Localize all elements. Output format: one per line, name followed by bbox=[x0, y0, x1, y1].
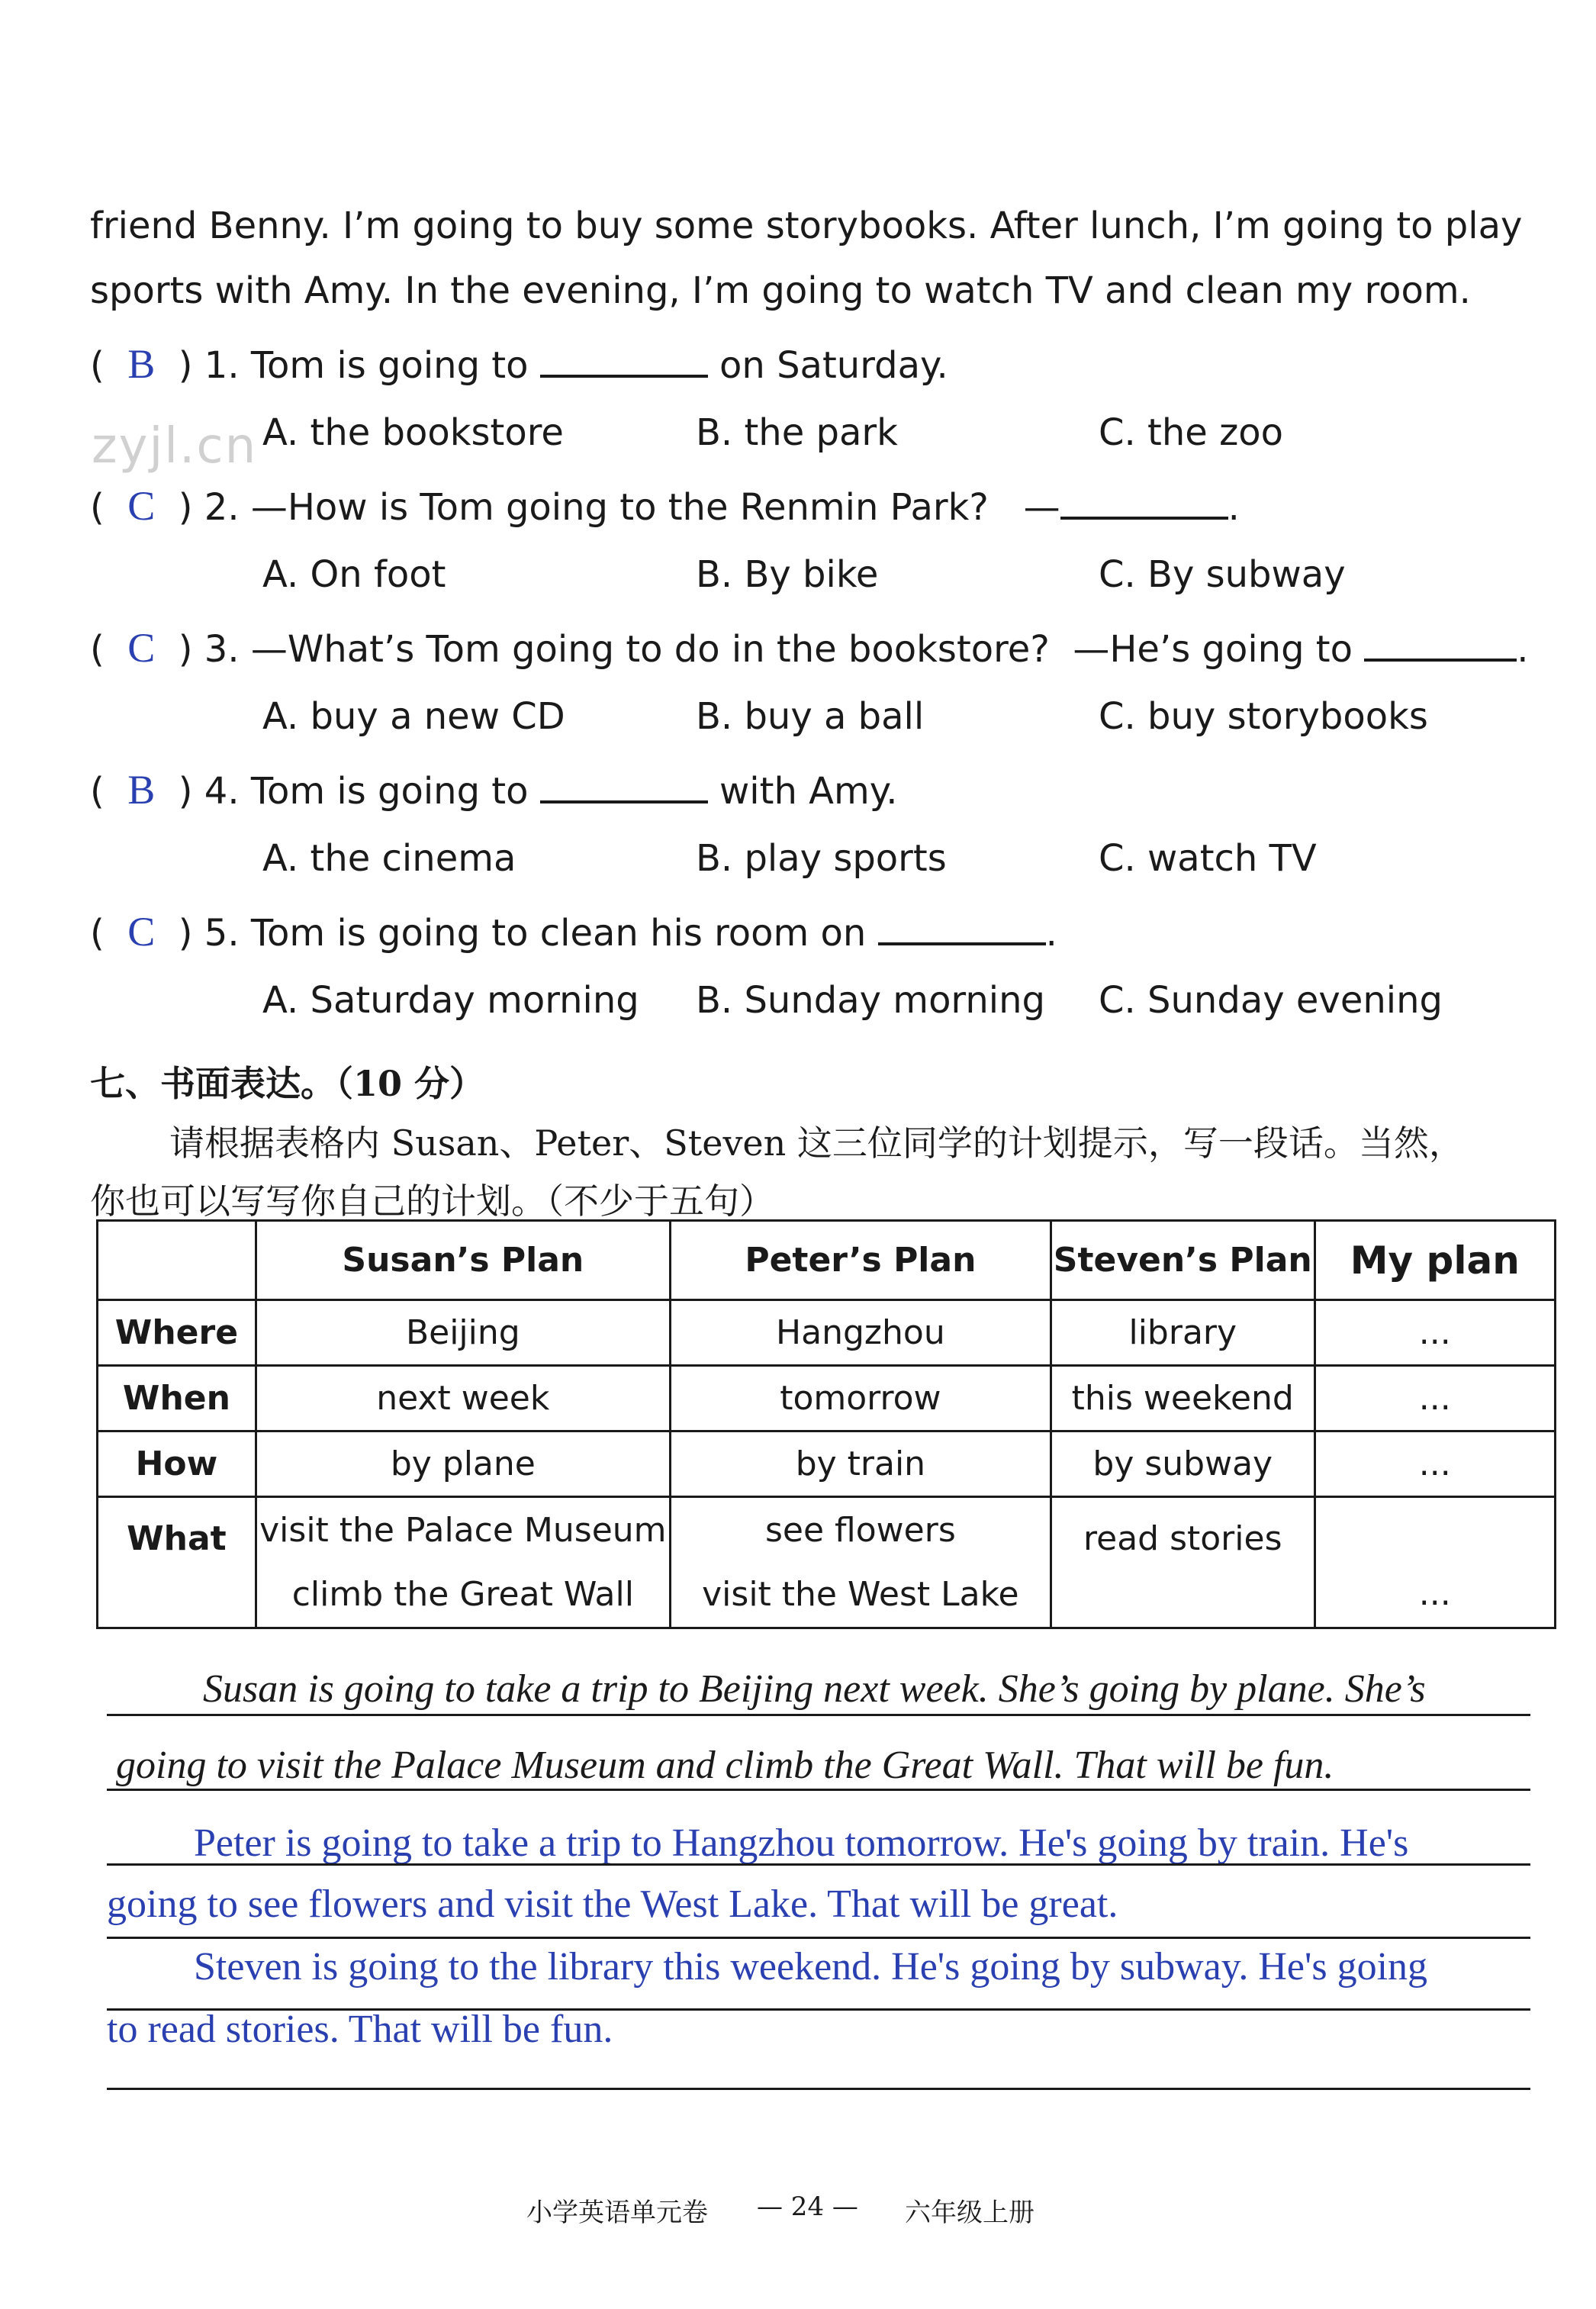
table-row-label: When bbox=[98, 1366, 256, 1431]
footer-book-title: 小学英语单元卷 bbox=[526, 2198, 708, 2228]
answer-1: B bbox=[127, 341, 156, 387]
table-cell: ... bbox=[1314, 1431, 1555, 1497]
writing-line bbox=[107, 1789, 1530, 1791]
plan-table bbox=[96, 1219, 1556, 1629]
answer-2: C bbox=[127, 483, 156, 529]
answer-blank bbox=[1364, 628, 1517, 662]
table-row-label: How bbox=[98, 1431, 256, 1497]
writing-line bbox=[107, 1937, 1530, 1939]
table-row-label: Where bbox=[98, 1300, 256, 1366]
table-header-cell: Peter’s Plan bbox=[670, 1221, 1051, 1300]
table-header-cell bbox=[98, 1221, 256, 1300]
q5-option-a: A. Saturday morning bbox=[262, 979, 639, 1022]
page-number: — 24 — bbox=[757, 2191, 858, 2222]
q5-option-c: C. Sunday evening bbox=[1099, 979, 1443, 1022]
question-5: ( C ) 5. Tom is going to clean his room on . bbox=[90, 909, 1057, 955]
q2-option-c: C. By subway bbox=[1099, 553, 1346, 596]
example-sentence-line-2: going to visit the Palace Museum and climb the Great Wall. That will be fun. bbox=[116, 1744, 1334, 1787]
q5-option-b: B. Sunday morning bbox=[696, 979, 1045, 1022]
q3-option-b: B. buy a ball bbox=[696, 695, 925, 738]
table-cell: see flowers visit the West Lake bbox=[670, 1497, 1051, 1628]
section-7-title: 七、书面表达。（10 分） bbox=[90, 1063, 485, 1104]
answer-blank bbox=[1060, 486, 1228, 520]
q2-option-b: B. By bike bbox=[696, 553, 879, 596]
answer-blank bbox=[540, 344, 708, 378]
q3-option-c: C. buy storybooks bbox=[1099, 695, 1428, 738]
answer-blank bbox=[878, 912, 1046, 945]
table-row bbox=[98, 1366, 1556, 1431]
section-7-instruction-1: 请根据表格内 Susan、Peter、Steven 这三位同学的计划提示，写一段话。当然， bbox=[169, 1122, 1464, 1164]
answer-line-2: going to see flowers and visit the West Lake. That will be great. bbox=[107, 1882, 1118, 1926]
answer-line-4: to read stories. That will be fun. bbox=[107, 2008, 613, 2051]
answer-line-3: Steven is going to the library this weekend. He's going by subway. He's going bbox=[194, 1945, 1428, 1989]
table-header-cell: Steven’s Plan bbox=[1051, 1221, 1314, 1300]
answer-line-1: Peter is going to take a trip to Hangzhou tomorrow. He's going by train. He's bbox=[194, 1821, 1409, 1865]
q1-option-c: C. the zoo bbox=[1099, 411, 1283, 454]
writing-line bbox=[107, 2088, 1530, 2090]
section-7-instruction-2: 你也可以写写你自己的计划。（不少于五句） bbox=[90, 1180, 774, 1222]
table-cell: Beijing bbox=[256, 1300, 670, 1366]
table-cell: library bbox=[1051, 1300, 1314, 1366]
passage-line-2: sports with Amy. In the evening, I’m going to watch TV and clean my room. bbox=[90, 269, 1471, 312]
table-cell: visit the Palace Museum climb the Great Wall bbox=[256, 1497, 670, 1628]
table-cell: by plane bbox=[256, 1431, 670, 1497]
table-cell: next week bbox=[256, 1366, 670, 1431]
table-cell: this weekend bbox=[1051, 1366, 1314, 1431]
passage-line-1: friend Benny. I’m going to buy some storybooks. After lunch, I’m going to play bbox=[90, 204, 1523, 247]
q4-option-b: B. play sports bbox=[696, 837, 947, 880]
question-3: ( C ) 3. —What’s Tom going to do in the bookstore? —He’s going to . bbox=[90, 625, 1529, 671]
q2-option-a: A. On foot bbox=[262, 553, 446, 596]
question-2: ( C ) 2. —How is Tom going to the Renmin Park? — . bbox=[90, 483, 1240, 529]
answer-blank bbox=[540, 770, 708, 803]
answer-3: C bbox=[127, 625, 156, 671]
answer-5: C bbox=[127, 909, 156, 955]
table-cell: ... bbox=[1314, 1497, 1555, 1628]
table-row bbox=[98, 1431, 1556, 1497]
question-1: ( B ) 1. Tom is going to on Saturday. bbox=[90, 341, 948, 387]
table-cell: tomorrow bbox=[670, 1366, 1051, 1431]
table-row-label: What bbox=[98, 1497, 256, 1628]
q1-option-a: A. the bookstore bbox=[262, 411, 564, 454]
q1-option-b: B. the park bbox=[696, 411, 898, 454]
q4-option-a: A. the cinema bbox=[262, 837, 516, 880]
table-cell: ... bbox=[1314, 1300, 1555, 1366]
writing-line bbox=[107, 1863, 1530, 1866]
table-cell: read stories bbox=[1051, 1497, 1314, 1628]
answer-4: B bbox=[127, 767, 156, 813]
table-cell: ... bbox=[1314, 1366, 1555, 1431]
table-cell: by train bbox=[670, 1431, 1051, 1497]
table-cell: by subway bbox=[1051, 1431, 1314, 1497]
table-row bbox=[98, 1497, 1556, 1628]
q3-option-a: A. buy a new CD bbox=[262, 695, 565, 738]
q4-option-c: C. watch TV bbox=[1099, 837, 1317, 880]
table-cell: Hangzhou bbox=[670, 1300, 1051, 1366]
table-row bbox=[98, 1300, 1556, 1366]
writing-line bbox=[107, 1714, 1530, 1716]
footer-grade: 六年级上册 bbox=[905, 2198, 1035, 2228]
table-header-cell: Susan’s Plan bbox=[256, 1221, 670, 1300]
table-header-cell: My plan bbox=[1314, 1221, 1555, 1300]
question-4: ( B ) 4. Tom is going to with Amy. bbox=[90, 767, 898, 813]
example-sentence-line-1: Susan is going to take a trip to Beijing next week. She’s going by plane. She’s bbox=[203, 1667, 1426, 1711]
table-header-row bbox=[98, 1221, 1556, 1300]
watermark: zyjl.cn bbox=[92, 418, 258, 475]
